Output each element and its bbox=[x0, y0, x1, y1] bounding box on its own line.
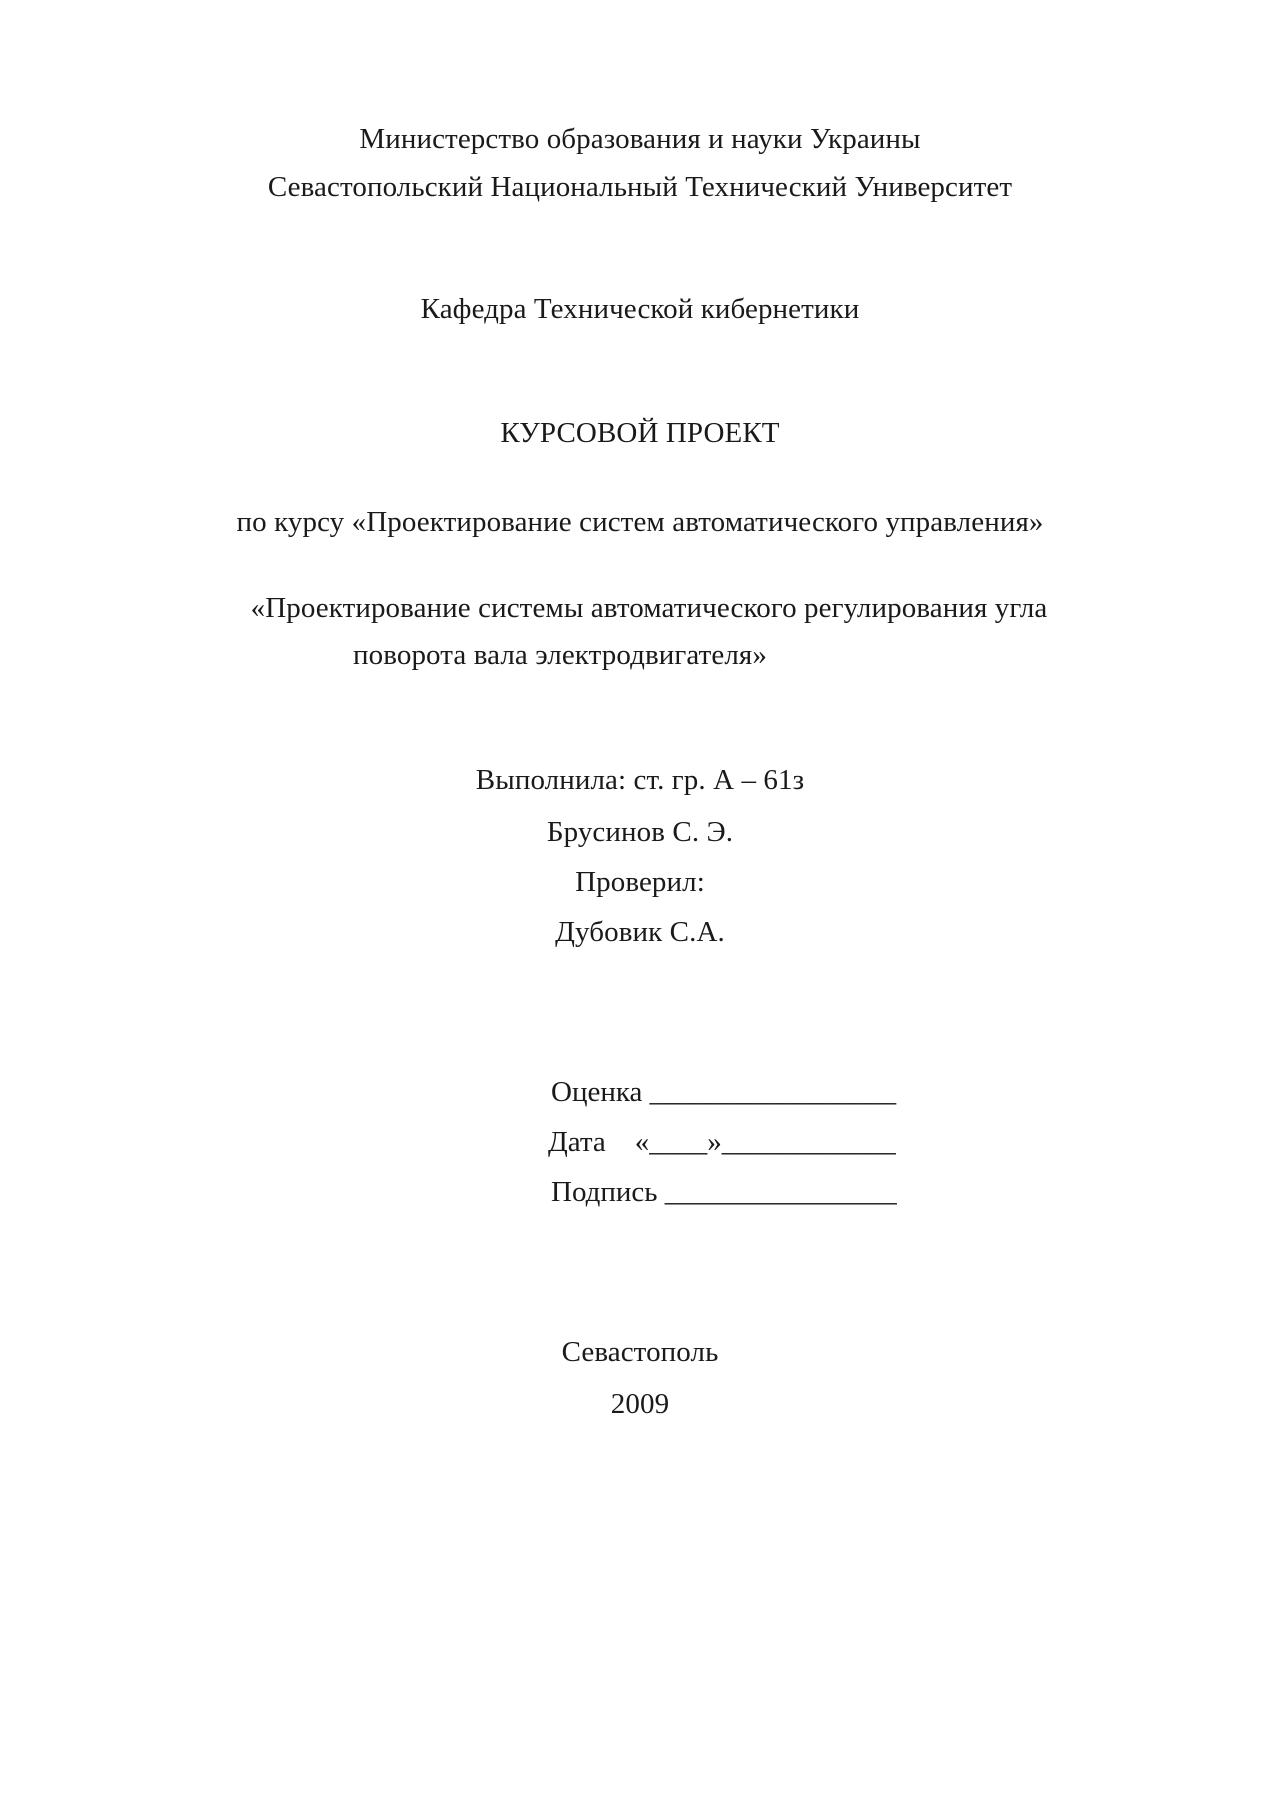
department-name: Кафедра Технической кибернетики bbox=[420, 293, 860, 325]
checked-by: Проверил: bbox=[575, 866, 705, 898]
signature-field: Подпись ________________ bbox=[551, 1176, 897, 1208]
topic-line-2: поворота вала электродвигателя» bbox=[353, 639, 767, 671]
teacher-name: Дубовик С.А. bbox=[555, 916, 725, 948]
year: 2009 bbox=[610, 1388, 670, 1420]
ministry-name: Министерство образования и науки Украины bbox=[359, 123, 921, 155]
grade-field: Оценка _________________ bbox=[551, 1076, 897, 1108]
course-name: по курсу «Проектирование систем автоматического управления» bbox=[236, 506, 1044, 538]
city-name: Севастополь bbox=[561, 1336, 719, 1368]
student-name: Брусинов С. Э. bbox=[546, 816, 734, 848]
performed-by: Выполнила: ст. гр. А – 61з bbox=[475, 764, 805, 796]
document-type: КУРСОВОЙ ПРОЕКТ bbox=[500, 417, 780, 449]
date-field: Дата «____»____________ bbox=[548, 1126, 896, 1158]
university-name: Севастопольский Национальный Технический Университет bbox=[267, 171, 1013, 203]
topic-line-1: «Проектирование системы автоматического регулирования угла bbox=[250, 592, 1048, 624]
